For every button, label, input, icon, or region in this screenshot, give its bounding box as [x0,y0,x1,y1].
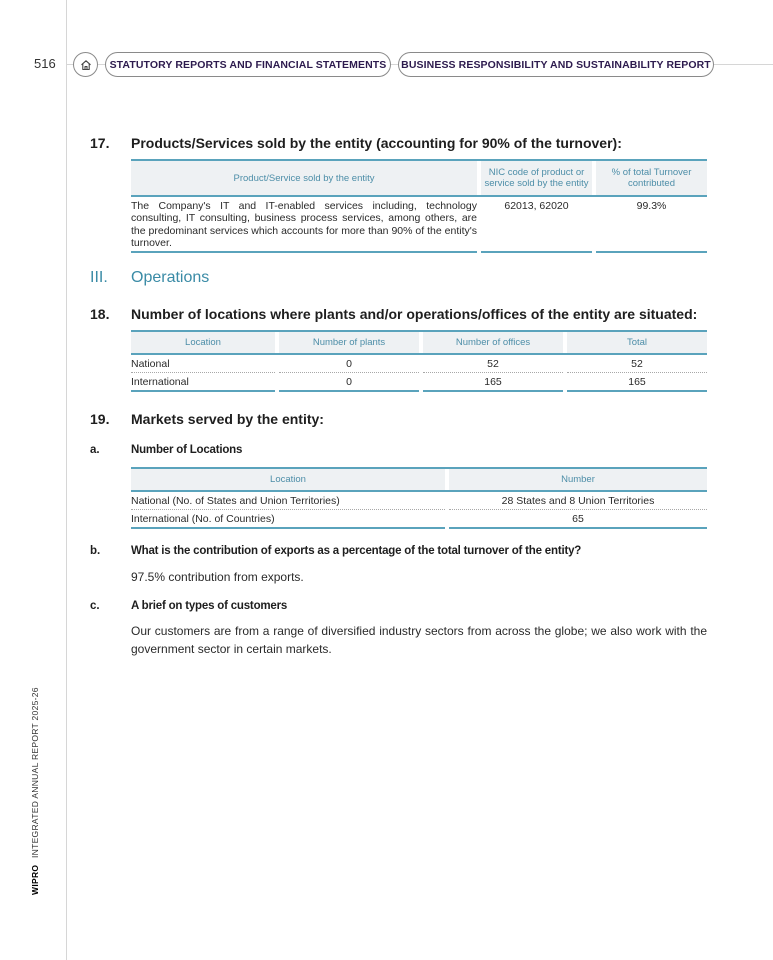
part-number: III. [90,269,108,286]
table-row [131,510,707,529]
subsection-title: What is the contribution of exports as a percentage of the total turnover of the entity? [131,545,582,557]
tab-statutory-reports[interactable]: STATUTORY REPORTS AND FINANCIAL STATEMENTS [105,52,391,77]
table-header: Total [567,332,707,353]
locations-table [131,330,707,392]
section-number: 17. [90,135,110,151]
customers-text: Our customers are from a range of diversified industry sectors from across the globe; we also work with the government sector in certain markets. [131,624,707,656]
subsection-number: b. [90,545,101,557]
section-title: Markets served by the entity: [131,411,324,427]
subsection-title: Number of Locations [131,444,243,456]
table-header: % of total Turnover contributed [596,161,707,195]
plants-cell: 0 [279,355,419,373]
location-cell: National [131,355,275,373]
number-cell: 28 States and 8 Union Territories [449,492,707,510]
section-title: Products/Services sold by the entity (accounting for 90% of the turnover): [131,135,622,151]
brand-logo: WIPRO [30,864,40,895]
number-cell: 65 [449,510,707,529]
total-cell: 52 [567,355,707,373]
table-header: Number of plants [279,332,419,353]
page-number: 516 [34,56,56,71]
offices-cell: 52 [423,355,563,373]
location-cell: International [131,373,275,392]
report-title: INTEGRATED ANNUAL REPORT 2025-26 [30,687,40,859]
nic-cell: 62013, 62020 [481,197,592,253]
table-row [131,492,707,510]
table-row [131,197,707,253]
markets-table [131,467,707,529]
margin-rule [66,0,67,960]
table-row [131,355,707,373]
product-cell: The Company's IT and IT-enabled services including, technology consulting, IT consulting, business process services, among others, are the predominant services which accounts for more than 90% of the entity's turnover. [131,197,477,253]
total-cell: 165 [567,373,707,392]
section-number: 19. [90,411,110,427]
subsection-number: a. [90,444,100,456]
home-icon [80,59,92,71]
table-header: Location [131,469,445,490]
plants-cell: 0 [279,373,419,392]
header-rule [713,64,773,65]
subsection-number: c. [90,600,100,612]
table-header: Product/Service sold by the entity [131,161,477,195]
part-title: Operations [131,269,210,286]
products-table [131,159,707,253]
location-cell: National (No. of States and Union Territories) [131,492,445,510]
subsection-title: A brief on types of customers [131,600,288,612]
table-header: Location [131,332,275,353]
section-title: Number of locations where plants and/or operations/offices of the entity are situated: [131,306,698,322]
location-cell: International (No. of Countries) [131,510,445,529]
section-number: 18. [90,306,110,322]
home-button[interactable] [73,52,98,77]
offices-cell: 165 [423,373,563,392]
tab-brsr[interactable]: BUSINESS RESPONSIBILITY AND SUSTAINABILITY REPORT [398,52,714,77]
percent-cell: 99.3% [596,197,707,253]
report-label [30,687,40,895]
table-header: NIC code of product or service sold by the entity [481,161,592,195]
table-header: Number of offices [423,332,563,353]
table-header: Number [449,469,707,490]
table-row [131,373,707,392]
exports-text: 97.5% contribution from exports. [131,570,304,584]
